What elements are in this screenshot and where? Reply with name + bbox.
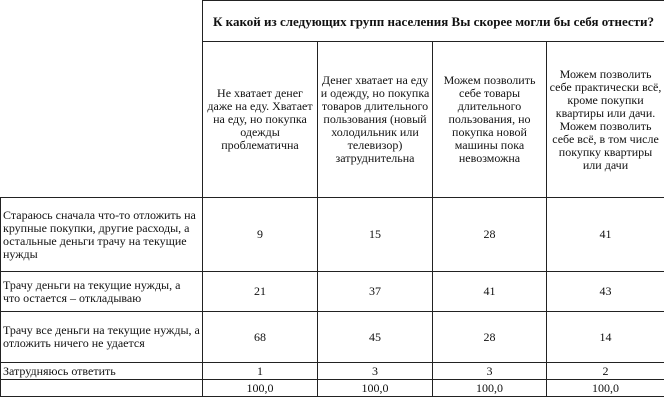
total-cell: 100,0 — [203, 380, 318, 397]
value-cell: 14 — [547, 312, 664, 363]
value-cell: 21 — [203, 272, 318, 312]
total-cell: 100,0 — [547, 380, 664, 397]
table-row — [1, 198, 664, 272]
value-cell: 9 — [203, 198, 318, 272]
total-cell: 100,0 — [318, 380, 433, 397]
row-label — [1, 380, 203, 397]
value-cell: 15 — [318, 198, 433, 272]
value-cell: 28 — [433, 198, 547, 272]
value-cell: 45 — [318, 312, 433, 363]
column-header: Можем позволить себе практически всё, кроме покупки квартиры или дачи. Можем позволить себе всё, в том числе покупку квартиры или дачи — [547, 42, 664, 198]
question-heading: К какой из следующих групп населения Вы скорее могли бы себя отнести? — [203, 1, 664, 42]
column-header: Денег хватает на еду и одежду, но покупка товаров длительного пользования (новый холодильник или телевизор) затруднительна — [318, 42, 433, 198]
value-cell: 41 — [433, 272, 547, 312]
value-cell: 41 — [547, 198, 664, 272]
column-header: Не хватает денег даже на еду. Хватает на еду, но покупка одежды проблематична — [203, 42, 318, 198]
value-cell: 68 — [203, 312, 318, 363]
value-cell: 43 — [547, 272, 664, 312]
corner-cell — [1, 1, 203, 198]
total-cell: 100,0 — [433, 380, 547, 397]
row-label: Стараюсь сначала что-то отложить на крупные покупки, другие расходы, а остальные деньги трачу на текущие нужды — [1, 198, 203, 272]
table-row — [1, 272, 664, 312]
row-label: Трачу деньги на текущие нужды, а что остается – откладываю — [1, 272, 203, 312]
value-cell: 1 — [203, 363, 318, 380]
table-row — [1, 363, 664, 380]
column-header: Можем позволить себе товары длительного пользования, но покупка новой машины пока невозможна — [433, 42, 547, 198]
row-label: Трачу все деньги на текущие нужды, а отложить ничего не удается — [1, 312, 203, 363]
value-cell: 28 — [433, 312, 547, 363]
value-cell: 3 — [433, 363, 547, 380]
table-row — [1, 312, 664, 363]
value-cell: 2 — [547, 363, 664, 380]
value-cell: 37 — [318, 272, 433, 312]
total-row — [1, 380, 664, 397]
row-label: Затрудняюсь ответить — [1, 363, 203, 380]
value-cell: 3 — [318, 363, 433, 380]
question-row — [1, 1, 664, 42]
